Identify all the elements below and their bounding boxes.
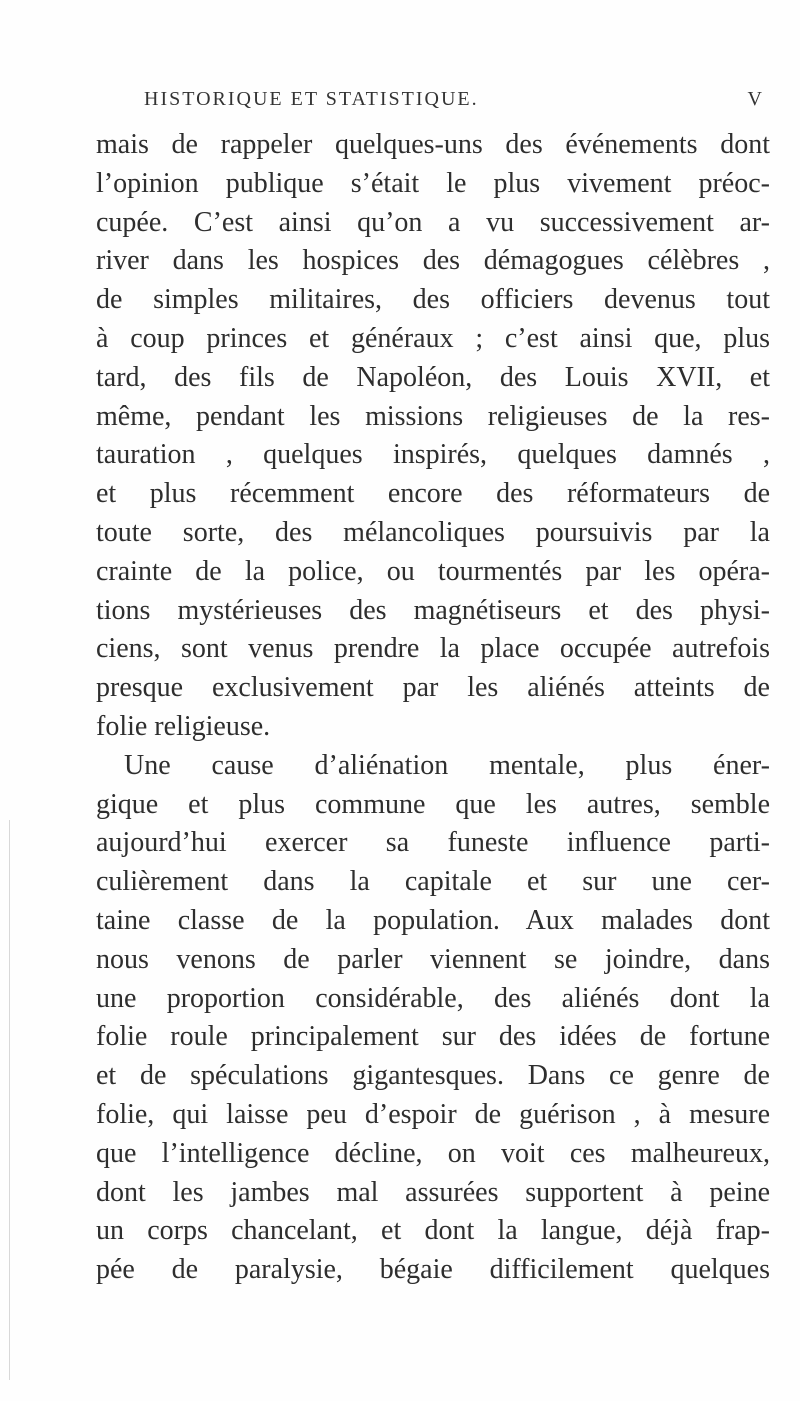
text-line: ciens, sont venus prendre la place occupée autrefois [96,633,770,665]
text-line: une proportion considérable, des aliénés dont la [96,982,770,1014]
running-head [144,88,764,118]
text-line: à coup princes et généraux ; c’est ainsi que, plus [96,322,770,354]
text-line: un corps chancelant, et dont la langue, déjà frap- [96,1215,770,1247]
page-edge-shadow [9,820,10,1380]
text-line: folie religieuse. [96,710,271,742]
text-line: même, pendant les missions religieuses de la res- [96,400,770,432]
text-line: de simples militaires, des officiers devenus tout [96,284,770,316]
text-line: que l’intelligence décline, on voit ces malheureux, [96,1137,770,1169]
text-line: et de spéculations gigantesques. Dans ce genre de [96,1060,770,1092]
text-line: gique et plus commune que les autres, semble [96,788,770,820]
text-line: presque exclusivement par les aliénés atteints de [96,672,770,704]
text-line: Une cause d’aliénation mentale, plus éner- [124,749,770,781]
text-line: dont les jambes mal assurées supportent à peine [96,1176,770,1208]
text-line: tauration , quelques inspirés, quelques damnés , [96,439,770,471]
text-line: toute sorte, des mélancoliques poursuivis par la [96,516,770,548]
text-line: taine classe de la population. Aux malades dont [96,904,770,936]
text-line: aujourd’hui exercer sa funeste influence parti- [96,827,770,859]
text-line: tard, des fils de Napoléon, des Louis XVII, et [96,361,770,393]
text-line: l’opinion publique s’était le plus vivement préoc- [96,167,770,199]
text-line: folie, qui laisse peu d’espoir de guérison , à mesure [96,1098,770,1130]
text-line: tions mystérieuses des magnétiseurs et des physi- [96,594,770,626]
page-number: V [747,88,764,110]
text-line: crainte de la police, ou tourmentés par les opéra- [96,555,770,587]
text-line: nous venons de parler viennent se joindre, dans [96,943,770,975]
text-line: folie roule principalement sur des idées de fortune [96,1021,770,1053]
text-line: river dans les hospices des démagogues célèbres , [96,245,770,277]
text-line: pée de paralysie, bégaie difficilement quelques [96,1254,770,1286]
running-head-title: HISTORIQUE ET STATISTIQUE. [144,88,479,110]
text-line: mais de rappeler quelques-uns des événements dont [96,129,770,160]
text-line: cupée. C’est ainsi qu’on a vu successivement ar- [96,206,770,238]
text-line: culièrement dans la capitale et sur une cer- [96,866,770,898]
body-text [96,126,770,1290]
text-line: et plus récemment encore des réformateurs de [96,478,770,510]
